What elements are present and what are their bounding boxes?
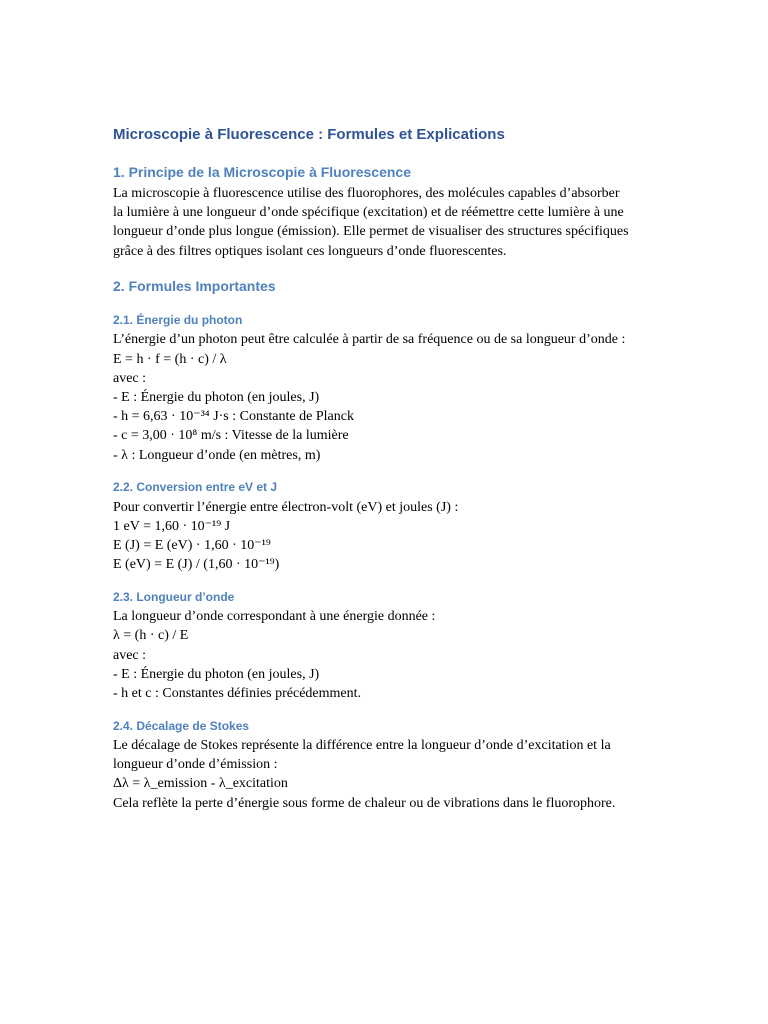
subsection-longueur-onde [113,574,658,703]
subsection-heading-longueur-onde: 2.3. Longueur d’onde [113,589,235,604]
block-energie-photon [113,330,658,464]
section-formules [113,261,658,813]
definition-item: - h = 6,63 · 10⁻³⁴ J·s : Constante de Planck [113,409,354,425]
definition-item: - h et c : Constantes définies précédemment. [113,686,362,702]
paragraph-line: avec : [113,370,147,386]
paragraph-line: avec : [113,647,147,663]
formula-line: E (eV) = E (J) / (1,60 · 10⁻¹⁹) [113,557,280,573]
block-conversion-ev-j [113,498,658,575]
paragraph-line: La longueur d’onde correspondant à une énergie donnée : [113,609,436,625]
formula-line: E (J) = E (eV) · 1,60 · 10⁻¹⁹ [113,538,271,553]
block-decalage-stokes [113,736,658,813]
paragraph-line: L’énergie d’un photon peut être calculée à partir de sa fréquence ou de sa longueur d’onde : [113,332,626,348]
subsection-energie-photon [113,298,658,465]
formula-line: E = h · f = (h · c) / λ [113,351,227,367]
definition-item: - E : Énergie du photon (en joules, J) [113,666,320,682]
paragraph-line: longueur d’onde plus longue (émission). Elle permet de visualiser des structures spécifiques [113,224,629,240]
paragraph-line: grâce à des filtres optiques isolant ces longueurs d’onde fluorescentes. [113,243,507,259]
subsection-conversion-ev-j [113,465,658,575]
subsection-decalage-stokes [113,703,658,813]
document-content [113,125,658,813]
section-heading-principe: 1. Principe de la Microscopie à Fluorescence [113,163,412,180]
section-heading-formules: 2. Formules Importantes [113,277,276,294]
document-title: Microscopie à Fluorescence : Formules et Explications [113,126,505,143]
subsection-heading-energie-photon: 2.1. Énergie du photon [113,313,243,328]
formula-line: 1 eV = 1,60 · 10⁻¹⁹ J [113,518,231,534]
definition-item: - λ : Longueur d’onde (en mètres, m) [113,447,321,463]
paragraph-line: Cela reflète la perte d’énergie sous forme de chaleur ou de vibrations dans le fluorophore. [113,795,616,811]
formula-line: λ = (h · c) / E [113,628,189,644]
paragraph-line: la lumière à une longueur d’onde spécifique (excitation) et de réémettre cette lumière à une [113,205,624,221]
paragraph-principe [113,184,658,261]
paragraph-line: Pour convertir l’énergie entre électron-volt (eV) et joules (J) : [113,499,459,515]
block-longueur-onde [113,607,658,703]
paragraph-line: Le décalage de Stokes représente la différence entre la longueur d’onde d’excitation et la [113,738,611,754]
paragraph-line: La microscopie à fluorescence utilise des fluorophores, des molécules capables d’absorber [113,185,620,201]
formula-line: Δλ = λ_emission - λ_excitation [113,776,288,792]
definition-item: - c = 3,00 · 10⁸ m/s : Vitesse de la lumière [113,428,349,444]
subsection-heading-decalage-stokes: 2.4. Décalage de Stokes [113,718,250,733]
definition-item: - E : Énergie du photon (en joules, J) [113,389,320,405]
subsection-heading-conversion-ev-j: 2.2. Conversion entre eV et J [113,480,278,495]
section-principe [113,147,658,261]
paragraph-line: longueur d’onde d’émission : [113,757,278,773]
